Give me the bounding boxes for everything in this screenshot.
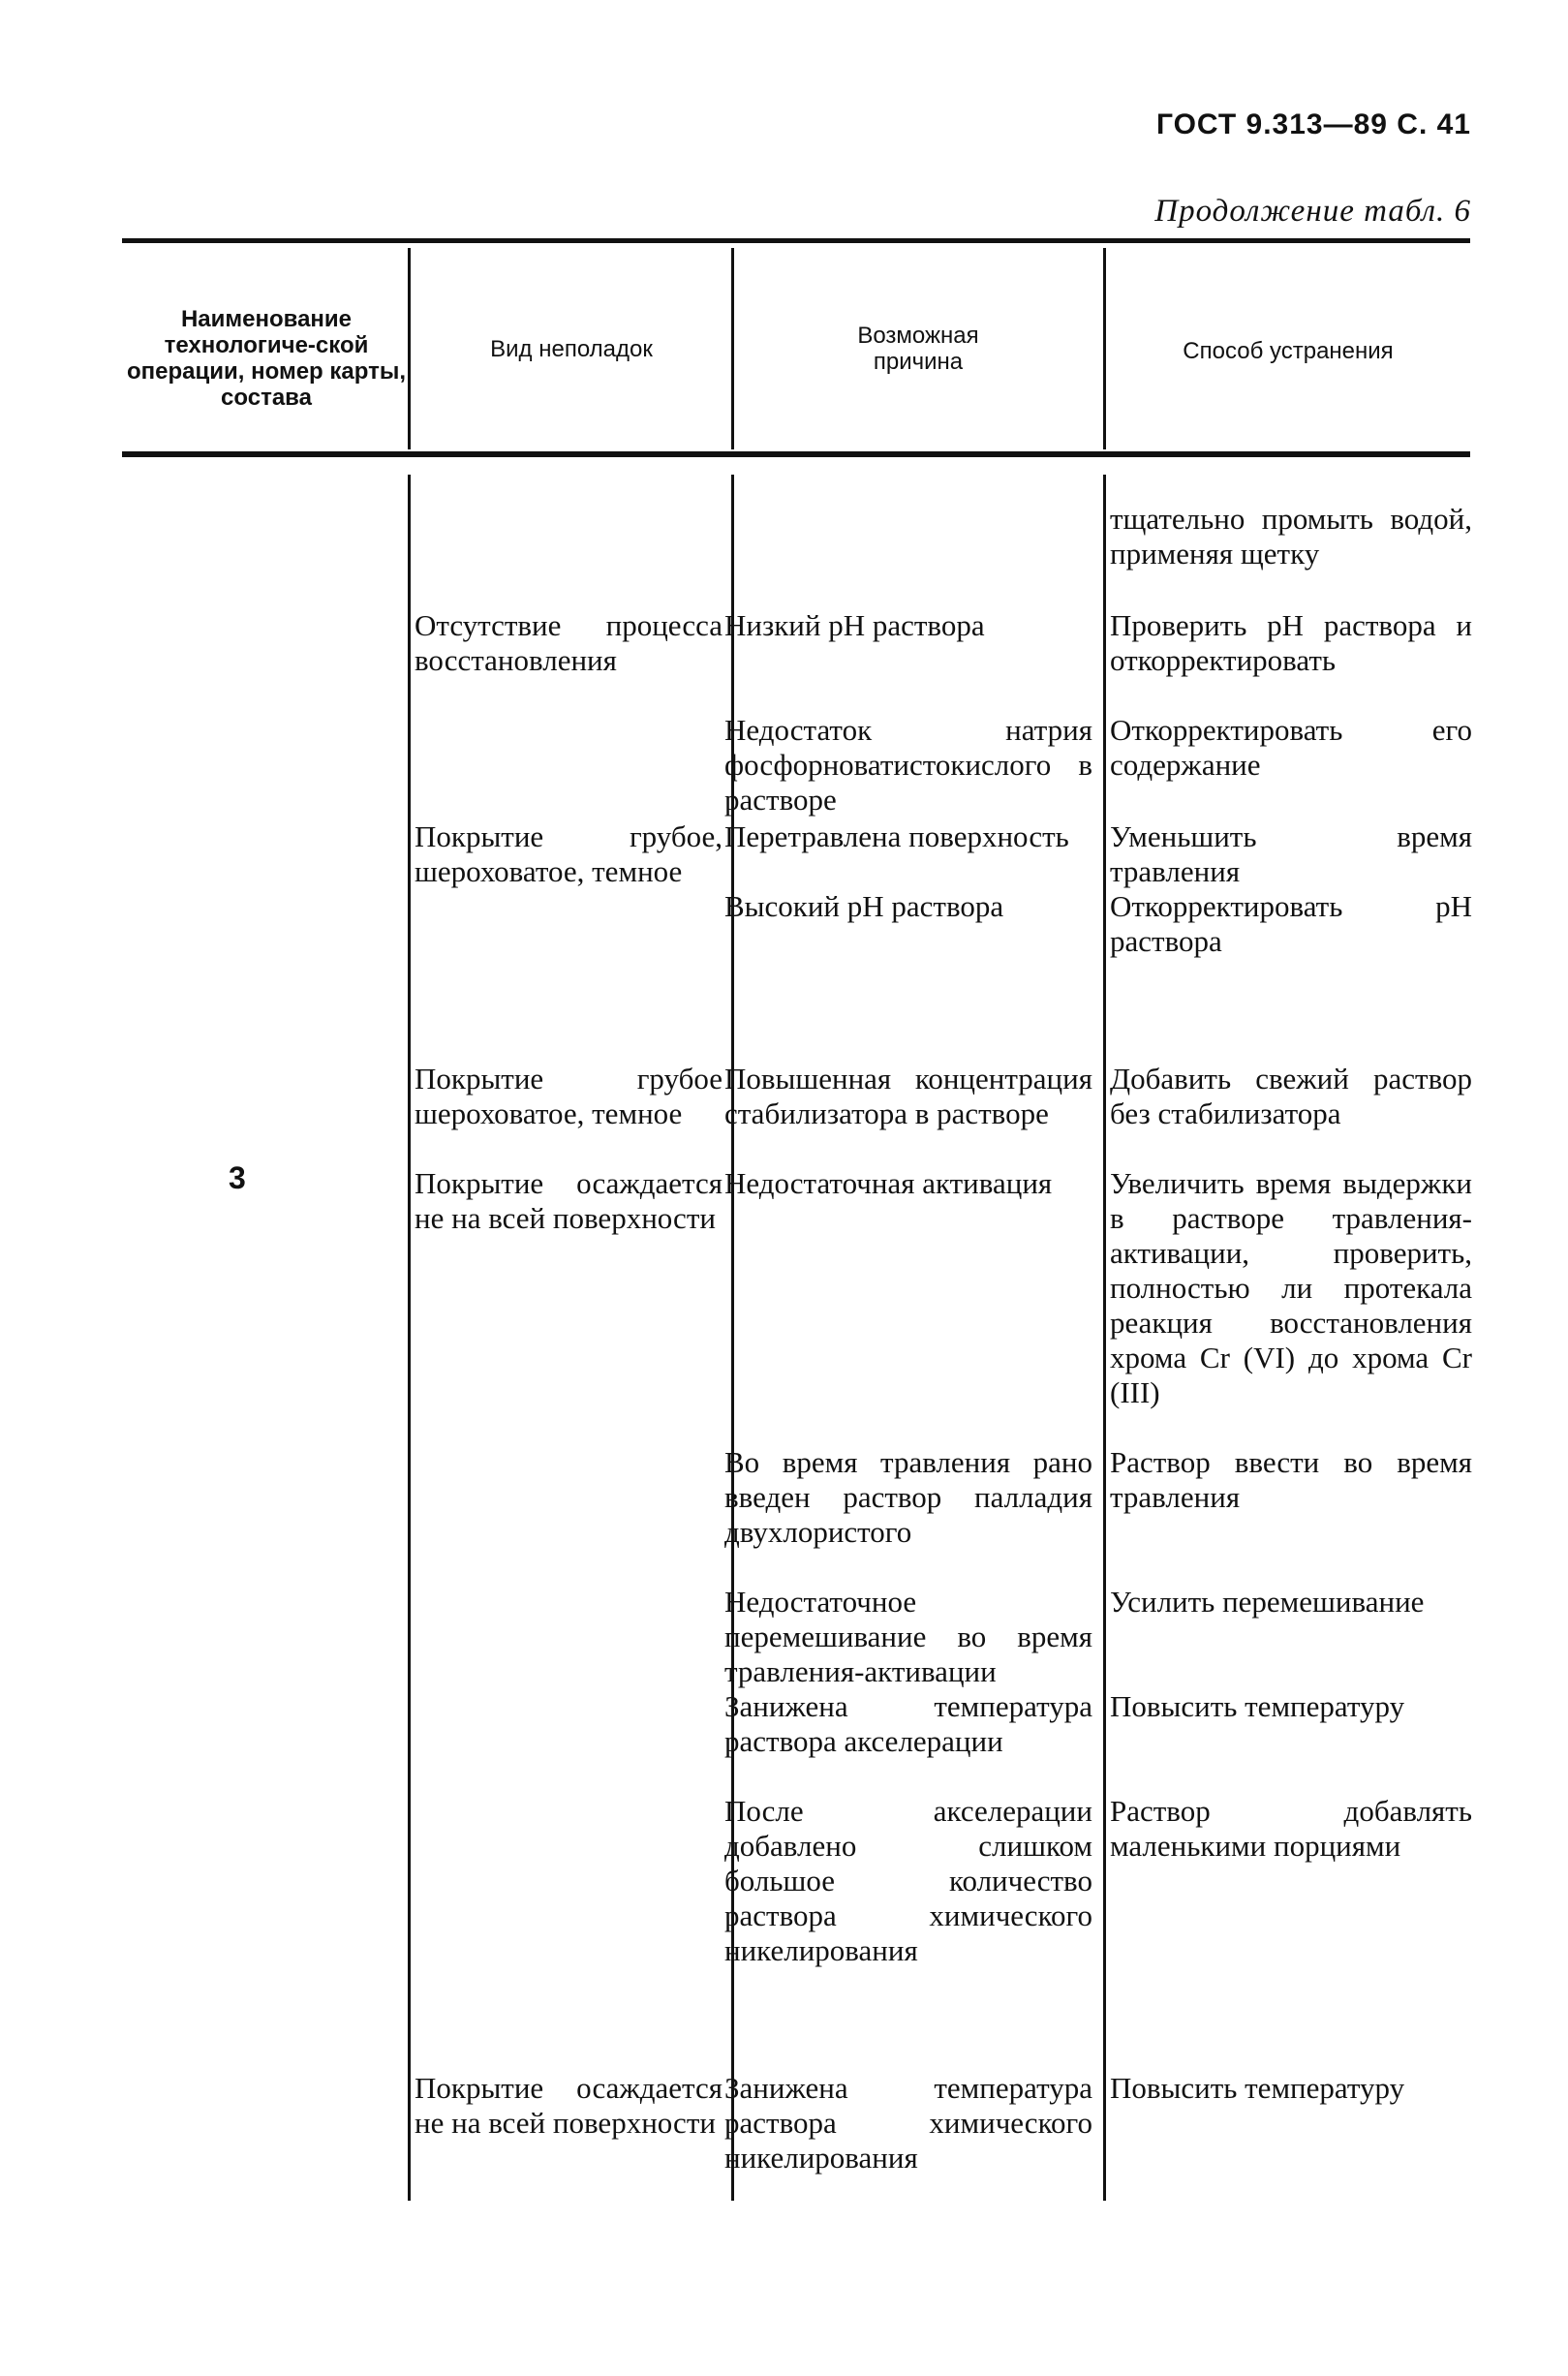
cause-cell: Высокий pH раствора <box>724 889 1004 923</box>
column-header-operation: Наименование технологиче-ской операции, номер карты, состава <box>127 306 406 411</box>
fix-cell: Повысить температуру <box>1110 1689 1405 1723</box>
cause-cell: Недостаток натрия фосфорноватистокислого в растворе <box>724 713 1092 817</box>
cause-cell: Недостаточное перемешивание во время травления-активации <box>724 1585 1092 1688</box>
fix-cell: Повысить температуру <box>1110 2071 1405 2105</box>
table-continuation-label: Продолжение табл. 6 <box>1154 194 1471 229</box>
column-divider <box>1103 248 1106 449</box>
column-divider <box>1103 475 1106 2201</box>
fix-cell: Откорректировать pH раствора <box>1110 889 1472 958</box>
cause-cell: Во время травления рано введен раствор палладия двухлористого <box>724 1445 1092 1549</box>
cause-cell: Занижена температура раствора акселерации <box>724 1689 1092 1758</box>
defect-cell: Покрытие осаждается не на всей поверхности <box>415 1166 723 1235</box>
fix-cell: Проверить pH раствора и откорректировать <box>1110 608 1472 677</box>
page-header: ГОСТ 9.313—89 С. 41 <box>1155 108 1471 140</box>
column-header-fix: Способ устранения <box>1183 338 1394 364</box>
column-divider <box>408 248 411 449</box>
column-header-cause: Возможная причина <box>857 323 979 375</box>
cause-cell: Низкий pH раствора <box>724 608 985 642</box>
fix-cell: Раствор добавлять маленькими порциями <box>1110 1794 1472 1863</box>
table-top-rule <box>122 238 1470 243</box>
defect-cell: Покрытие грубое шероховатое, темное <box>415 1062 723 1130</box>
defect-cell: Покрытие грубое, шероховатое, темное <box>415 819 723 888</box>
fix-cell: Добавить свежий раствор без стабилизатора <box>1110 1062 1472 1130</box>
cause-cell: Недостаточная активация <box>724 1166 1053 1200</box>
cause-cell: Перетравлена поверхность <box>724 819 1069 853</box>
fix-cell: Раствор ввести во время травления <box>1110 1445 1472 1514</box>
fix-cell: Откорректировать его содержание <box>1110 713 1472 782</box>
cause-cell: После акселерации добавлено слишком большое количество раствора химического никелирования <box>724 1794 1092 1967</box>
cause-cell: Повышенная концентрация стабилизатора в растворе <box>724 1062 1092 1130</box>
operation-number: 3 <box>229 1160 246 1195</box>
fix-cell: тщательно промыть водой, применяя щетку <box>1110 502 1472 571</box>
column-header-defect: Вид неполадок <box>490 336 653 362</box>
table-header-rule <box>122 451 1470 457</box>
fix-cell: Увеличить время выдержки в растворе травления-активации, проверить, полностью ли протекала реакция восстановления хрома Cr (VI) до хрома Cr (III) <box>1110 1166 1472 1409</box>
defect-cell: Покрытие осаждается не на всей поверхности <box>415 2071 723 2140</box>
cause-cell: Занижена температура раствора химического никелирования <box>724 2071 1092 2175</box>
column-divider <box>731 248 734 449</box>
fix-cell: Усилить перемешивание <box>1110 1585 1425 1619</box>
fix-cell: Уменьшить время травления <box>1110 819 1472 888</box>
column-divider <box>408 475 411 2201</box>
defect-cell: Отсутствие процесса восстановления <box>415 608 723 677</box>
